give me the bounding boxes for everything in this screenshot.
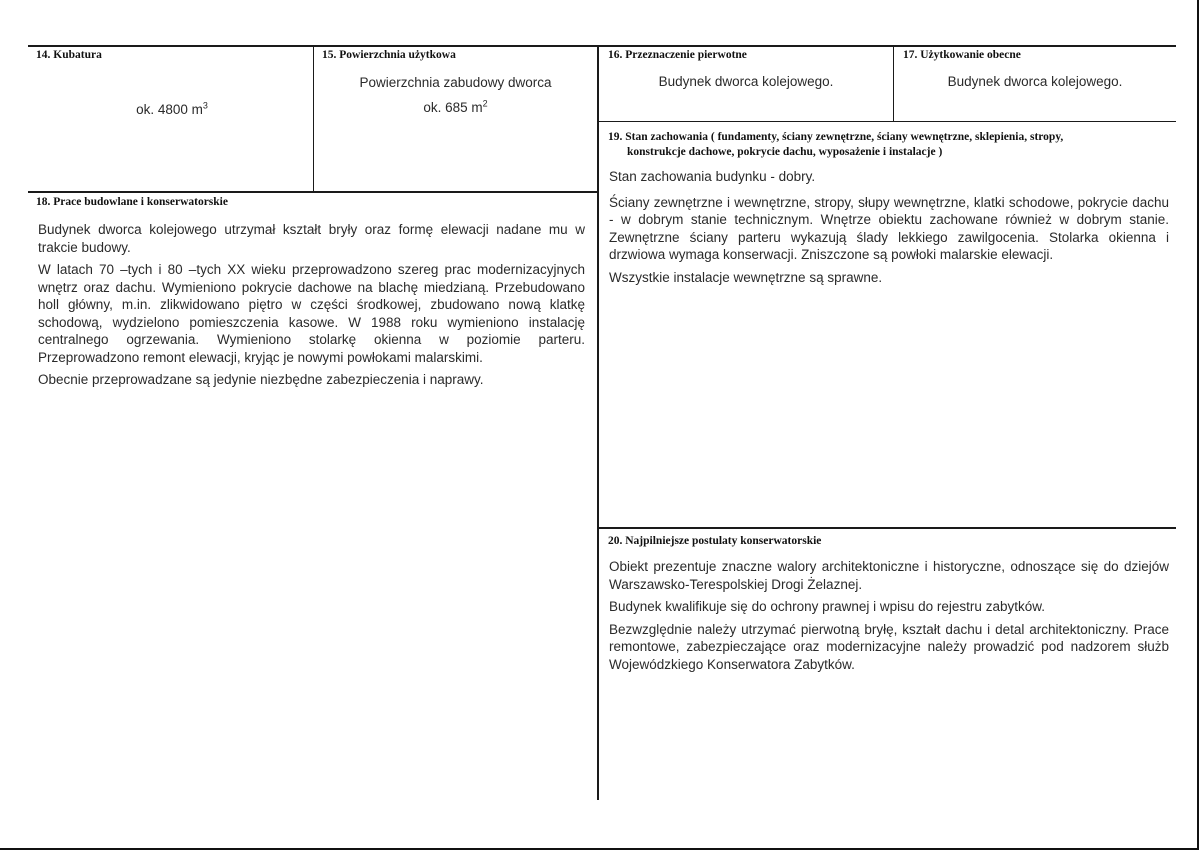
field-18-paragraph: W latach 70 –tych i 80 –tych XX wieku przeprowadzono szereg prac modernizacyjnych wnętrz oraz dachu. Wymieniono pokrycie dachowe na blachę miedzianą. Przebudowano holl główny, m.in. zlikwidowano piętro w części środkowej, zbudowano nową klatkę schodową, wydzielono pomieszczenia kasowe. W 1988 roku wymieniono instalację centralnego ogrzewania. Wymieniono stolarkę okienna w poziomie parteru. Przeprowadzono remont elewacji, kryjąc je nowymi powłokami malarskimi. [38, 262, 585, 365]
field-20-paragraph: Budynek kwalifikuje się do ochrony prawnej i wpisu do rejestru zabytków. [609, 599, 1045, 614]
rule-h-19-20 [598, 527, 1176, 529]
field-18-title: 18. Prace budowlane i konserwatorskie [36, 196, 228, 208]
field-20-paragraph: Bezwzględnie należy utrzymać pierwotną bryłę, kształt dachu i detal architektoniczny. Prace remontowe, zabezpieczające oraz modernizacyjne należy prowadzić pod nadzorem służb Wojewódzkiego Konserwatora Zabytków. [609, 621, 1169, 672]
field-20-body [609, 558, 1169, 678]
field-14-title: 14. Kubatura [36, 49, 102, 61]
field-15-value [314, 99, 597, 117]
rule-h-16-19 [598, 121, 1176, 122]
field-16-value: Budynek dworca kolejowego. [658, 74, 834, 89]
field-20-paragraph: Obiekt prezentuje znaczne walory architektoniczne i historyczne, odnoszące się do dziejów Warszawsko-Terespolskiej Drogi Żelaznej. [609, 559, 1169, 592]
field-16-title: 16. Przeznaczenie pierwotne [608, 49, 747, 61]
field-17-value: Budynek dworca kolejowego. [947, 74, 1123, 89]
kubatura-unit-exponent: 3 [202, 100, 208, 111]
field-20-title: 20. Najpilniejsze postulaty konserwatorskie [608, 535, 822, 547]
field-19-paragraph: Ściany zewnętrzne i wewnętrzne, stropy, słupy wewnętrzne, klatki schodowe, pokrycie dachu - w dobrym stanie technicznym. Wnętrze obiektu zachowane również w dobrym stanie. Zewnętrzne ściany parteru wykazują ślady lekkiego zawilgocenia. Stolarka okienna i drzwiowa wymaga konserwacji. Zniszczone są powłoki malarskie elewacji. [609, 194, 1169, 262]
field-18-body [38, 221, 585, 394]
field-15-line1: Powierzchnia zabudowy dworca [359, 75, 552, 90]
field-19-title-line2: konstrukcje dachowe, pokrycie dachu, wyposażenie i instalacje ) [627, 146, 943, 158]
field-19-paragraph: Stan zachowania budynku - dobry. [609, 169, 816, 184]
field-15-title: 15. Powierzchnia użytkowa [322, 49, 456, 61]
field-18-paragraph: Obecnie przeprowadzane są jedynie niezbędne zabezpieczenia i naprawy. [38, 372, 484, 387]
area-unit-exponent: 2 [482, 98, 488, 109]
field-17-title: 17. Użytkowanie obecne [903, 49, 1021, 61]
field-19-title-line1: 19. Stan zachowania ( fundamenty, ściany zewnętrzne, ściany wewnętrzne, sklepienia, stropy, [608, 131, 1064, 143]
rule-v-main [597, 46, 599, 800]
rule-v-14-15 [313, 46, 314, 192]
kubatura-value: ok. 4800 m [136, 102, 203, 117]
area-value: ok. 685 m [423, 100, 483, 115]
field-19-body [609, 168, 1169, 291]
rule-h-14-18 [28, 191, 598, 193]
rule-top [28, 45, 1176, 47]
field-14-value [32, 101, 312, 119]
field-18-paragraph: Budynek dworca kolejowego utrzymał kształt bryły oraz formę elewacji nadane mu w trakcie budowy. [38, 222, 585, 255]
field-19-paragraph: Wszystkie instalacje wewnętrzne są sprawne. [609, 269, 883, 285]
